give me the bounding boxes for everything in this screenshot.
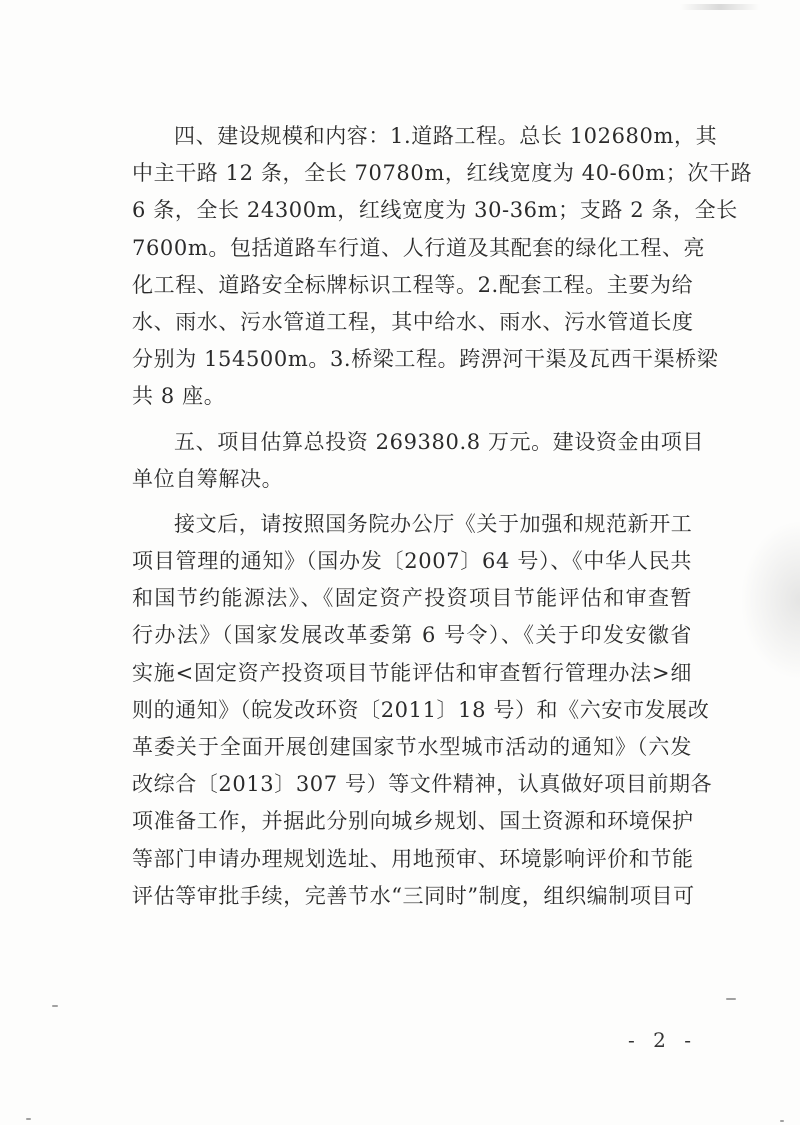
text-line: 项目管理的通知》（国办发〔2007〕64 号）、《中华人民共	[132, 549, 692, 574]
text-line: 分别为 154500m。3.桥梁工程。跨淠河干渠及瓦西干渠桥梁	[132, 347, 719, 372]
text-line: 评估等审批手续，完善节水“三同时”制度，组织编制项目可	[132, 883, 695, 908]
text-line: 和国节约能源法》、《固定资产投资项目节能评估和审查暂	[132, 586, 692, 611]
body-text	[132, 118, 753, 915]
text-line: 6 条，全长 24300m，红线宽度为 30-36m；支路 2 条，全长	[132, 198, 738, 223]
scan-edge-shadow	[740, 520, 800, 680]
text-line: 项准备工作，并据此分别向城乡规划、国土资源和环境保护	[132, 809, 694, 834]
text-line: 则的通知》（皖发改环资〔2011〕18 号）和《六安市发展改	[132, 697, 710, 722]
scan-speck	[52, 1005, 58, 1007]
text-line: 水、雨水、污水管道工程，其中给水、雨水、污水管道长度	[132, 309, 694, 334]
text-line: 共 8 座。	[132, 384, 226, 409]
text-line: 行办法》（国家发展改革委第 6 号令）、《关于印发安徽省	[132, 623, 692, 648]
scan-speck	[26, 1118, 31, 1120]
text-line: 等部门申请办理规划选址、用地预审、环境影响评价和节能	[132, 846, 694, 871]
text-line: 五、项目估算总投资 269380.8 万元。建设资金由项目	[174, 429, 704, 454]
scan-edge-mark	[680, 4, 760, 10]
text-line: 接文后，请按照国务院办公厅《关于加强和规范新开工	[174, 511, 693, 536]
scan-speck	[780, 1120, 784, 1122]
paragraph-investment	[132, 424, 704, 498]
text-line: 革委关于全面开展创建国家节水型城市活动的通知》（六发	[132, 735, 692, 759]
page-number: - 2 -	[628, 1028, 697, 1052]
text-line: 化工程、道路安全标牌标识工程等。2.配套工程。主要为给	[132, 272, 694, 297]
text-line: 四、建设规模和内容：1.道路工程。总长 102680m，其	[174, 124, 718, 148]
text-line: 实施<固定资产投资项目节能评估和审查暂行管理办法>细	[132, 660, 692, 685]
paragraph-construction-scope	[132, 118, 753, 416]
text-line: 7600m。包括道路车行道、人行道及其配套的绿化工程、亮	[132, 235, 706, 260]
scan-speck	[726, 998, 736, 1000]
text-line: 单位自筹解决。	[132, 466, 284, 491]
text-line: 中主干路 12 条，全长 70780m，红线宽度为 40-60m；次干路	[132, 161, 753, 186]
paragraph-requirements	[132, 506, 713, 915]
text-line: 改综合〔2013〕307 号）等文件精神，认真做好项目前期各	[132, 772, 713, 797]
